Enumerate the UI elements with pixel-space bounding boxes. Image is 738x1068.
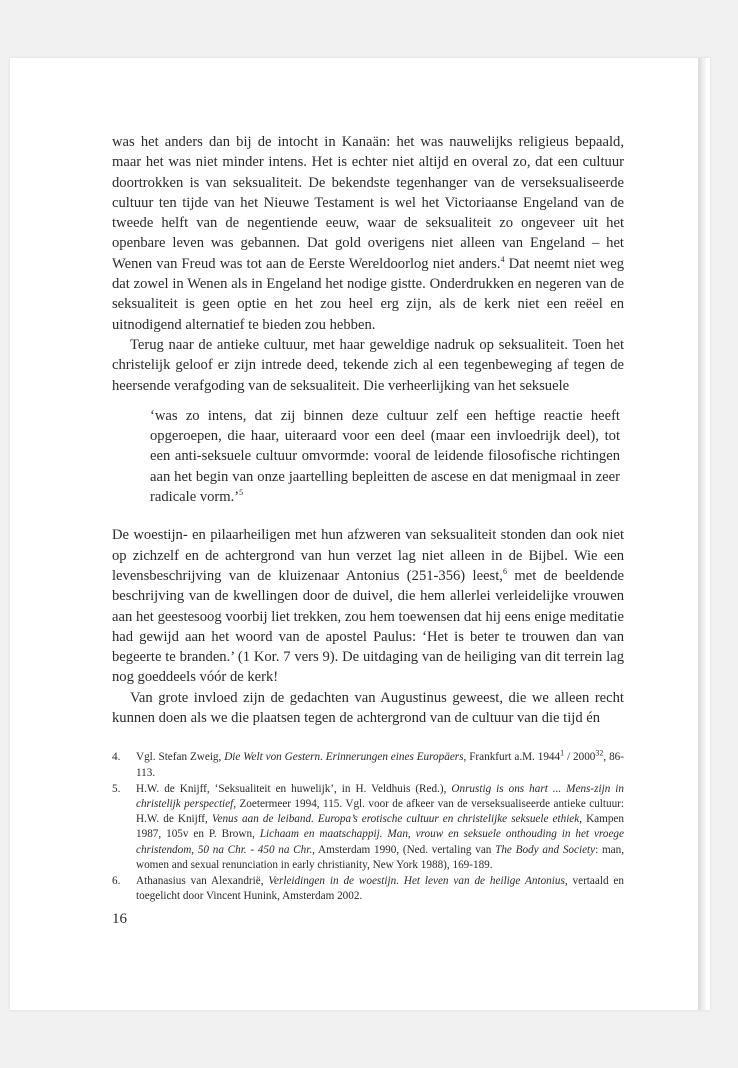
footnote-5: 5. H.W. de Knijff, ‘Seksualiteit en huwelijk’, in H. Veldhuis (Red.), Onrustig is ons hart ... Mens-zijn in christelijk perspectief, Zoetermeer 1994, 115. Vgl. voor de afkeer van de verseksualiseerde antieke cultuur: H.W. de Knijff, Venus aan de leiband. Europa’s erotische cultuur en christelijke seksuele ethiek, Kampen 1987, 105v en P. Brown, Lichaam en maatschappij. Man, vrouw en seksuele onthouding in het vroege christendom, 50 na Chr. - 450 na Chr., Amsterdam 1990, (Ned. vertaling van The Body and Society: man, women and sexual renunciation in early christianity, New York 1988), 169-189.: [112, 782, 625, 871]
block-quote: ‘was zo intens, dat zij binnen deze cultuur zelf een heftige reactie heeft opgeroepen, die haar, uiteraard voor een deel (maar een invloedrijk deel), tot een anti-seksuele cultuur omvormde: vooral de leidende filosofische richtingen aan het begin van onze jaartelling bepleitten de ascese en dat menigmaal in zeer radicale vorm.’$^5$: [150, 407, 620, 506]
body-paragraph-2: Terug naar de antieke cultuur, met haar geweldige nadruk op seksualiteit. Toen het christelijk geloof er zijn intrede deed, tekende zich al een tegenbeweging af tegen de heersende verafgoding van de seksualiteit. Die verheerlijking van het seksuele: [112, 336, 624, 394]
footnotes: [112, 750, 624, 904]
page-number: 16: [112, 911, 127, 927]
footnote-4: 4. Vgl. Stefan Zweig, Die Welt von Gestern. Erinnerungen eines Europäers, Frankfurt a.M. 1944$^1$ / 2000$^{32}$, 86-113.: [112, 748, 624, 779]
footnote-6: 6. Athanasius van Alexandrië, Verleidingen in de woestijn. Het leven van de heilige Antonius, vertaald en toegelicht door Vincent Hunink, Amsterdam 2002.: [112, 874, 624, 903]
body-paragraph-3: De woestijn- en pilaarheiligen met hun afzweren van seksualiteit stonden dan ook niet op zichzelf en de achtergrond van hun verzet lag niet alleen in de Bijbel. Wie een levensbeschrijving van de kluizenaar Antonius (251-356) leest,$^6$ met de beeldende beschrijving van de kwellingen door de duivel, die hem allerlei verleidelijke vrouwen aan het geestesoog voorbij liet trekken, zou hem toewensen dat hij eens enige meditatie had gewijd aan het woord van de apostel Paulus: ‘Het is beter te trouwen dan van begeerte te branden.’ (1 Kor. 7 vers 9). De uitdaging van de heiliging van dit terrein lag nog goeddeels vóór de kerk!: [112, 527, 624, 686]
footnote-number: 6.: [112, 874, 121, 887]
footnote-number: 4.: [112, 751, 121, 764]
footnote-ref-5[interactable]: 5: [239, 488, 244, 498]
body-paragraph-1: was het anders dan bij de intocht in Kanaän: het was nauwelijks religieus bepaald, maar het was niet minder intens. Het is echter niet altijd en overal zo, dat een cultuur doortrokken is van seksualiteit. De bekendste tegenhanger van de verseksualiseerde cultuur ten tijde van het Nieuwe Testament is wel het Victoriaanse Engeland van de tweede helft van de negentiende eeuw, waar de seksualiteit zo ongeveer uit het openbare leven was gebannen. Dat gold overigens niet alleen van Engeland – het Wenen van Freud was tot aan de Eerste Wereldoorlog niet anders.$^4$ Dat neemt niet weg dat zowel in Wenen als in Engeland het nodige gistte. Onderdrukken en negeren van de seksualiteit is geen optie en het zou heel erg zijn, als de kerk niet een reëel en uitnodigend alternatief te bieden zou hebben.: [112, 134, 624, 333]
page-edge: [698, 58, 706, 1010]
footnote-number: 5.: [112, 782, 121, 795]
page-content: [112, 132, 624, 905]
body-paragraph-4: Van grote invloed zijn de gedachten van Augustinus geweest, die we alleen recht kunnen doen als we die plaatsen tegen de achtergrond van de cultuur van die tijd én: [112, 689, 624, 727]
footnote-ref-4[interactable]: 4: [500, 254, 505, 264]
footnote-ref-6[interactable]: 6: [502, 567, 507, 577]
